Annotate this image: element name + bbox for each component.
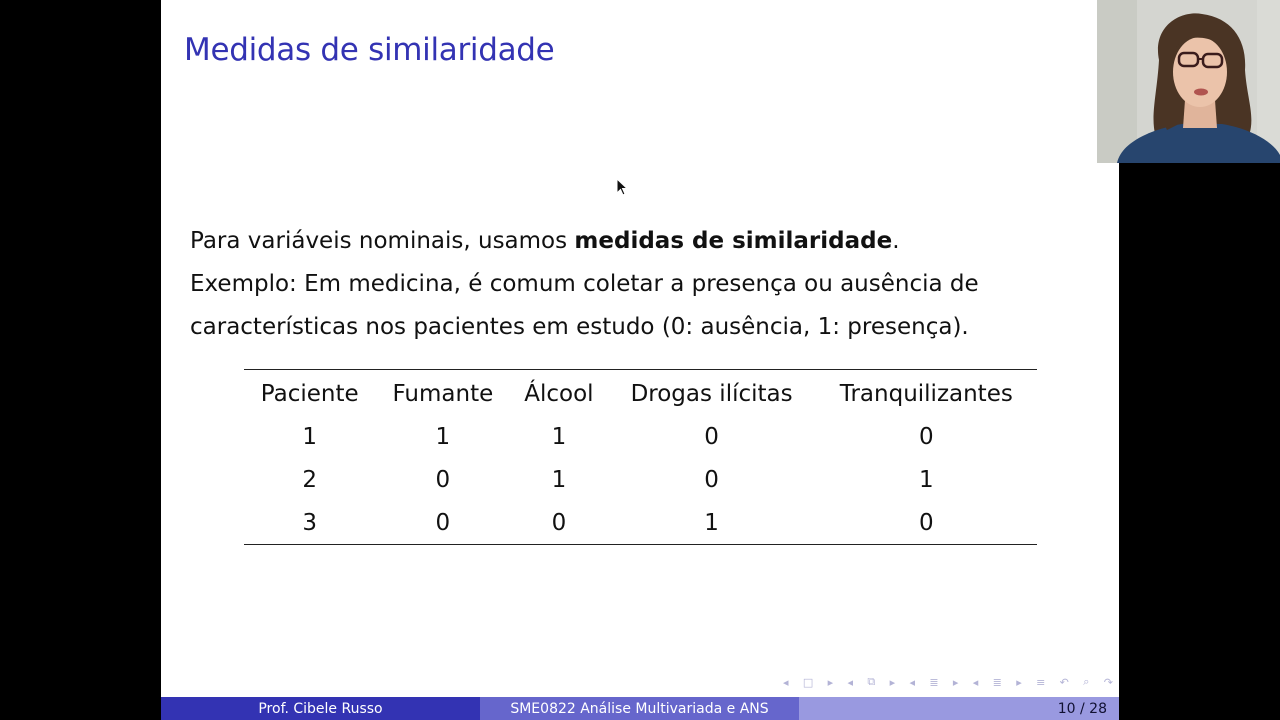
footer-author: Prof. Cibele Russo (161, 697, 480, 720)
intro-prefix: Para variáveis nominais, usamos (190, 228, 575, 254)
intro-line (190, 220, 1090, 263)
nav-right-arrow-icon[interactable]: ▸ (889, 675, 896, 689)
table-row (244, 415, 1037, 458)
intro-bold-term: medidas de similaridade (574, 228, 893, 254)
column-header-paciente: Paciente (260, 380, 359, 407)
nav-left-arrow-icon[interactable]: ◂ (847, 675, 854, 689)
section-icon[interactable]: ≣ (929, 675, 939, 689)
forward-icon[interactable]: ↷ (1103, 675, 1113, 689)
nav-right-arrow-icon[interactable]: ▸ (1016, 675, 1022, 689)
section-icon[interactable]: ≣ (992, 675, 1002, 689)
frame-icon[interactable]: □ (802, 675, 814, 689)
mouse-cursor-icon (616, 178, 628, 196)
table-row (244, 501, 1037, 545)
table-cell: 0 (704, 466, 719, 493)
table-cell: 0 (435, 466, 451, 493)
table-cell: 1 (551, 423, 567, 450)
slide (161, 0, 1119, 720)
table-header-row (244, 370, 1037, 416)
presenter-video-icon (1097, 0, 1280, 163)
webcam-overlay (1097, 0, 1280, 163)
slide-body (190, 220, 1090, 349)
table-cell: 1 (435, 423, 451, 450)
table-cell: 0 (435, 509, 451, 536)
example-line-1: Exemplo: Em medicina, é comum coletar a presença ou ausência de (190, 271, 979, 297)
table-cell: 0 (919, 423, 934, 450)
footer-page-number: 10 / 28 (799, 697, 1119, 720)
appendix-icon[interactable]: ≡ (1036, 675, 1046, 689)
back-icon[interactable]: ↶ (1059, 675, 1069, 689)
table-cell: 0 (919, 509, 934, 536)
nav-left-arrow-icon[interactable]: ◂ (972, 675, 979, 689)
table-cell: 1 (302, 423, 318, 450)
table-cell: 1 (704, 509, 719, 536)
table-cell: 1 (919, 466, 934, 493)
nav-left-arrow-icon[interactable]: ◂ (783, 675, 789, 689)
subsection-icon[interactable]: ⧉ (867, 675, 876, 688)
nav-right-arrow-icon[interactable]: ▸ (952, 675, 959, 689)
table-cell: 0 (551, 509, 567, 536)
table-cell: 1 (551, 466, 567, 493)
beamer-navigation-bar (783, 674, 1113, 690)
column-header-alcool: Álcool (524, 380, 594, 407)
table-row (244, 458, 1037, 501)
footer-course: SME0822 Análise Multivariada e ANS (480, 697, 799, 720)
table-cell: 0 (704, 423, 719, 450)
slide-title: Medidas de similaridade (184, 32, 555, 68)
search-icon[interactable]: ⌕ (1083, 675, 1090, 688)
table-cell: 2 (302, 466, 318, 493)
intro-suffix: . (892, 228, 900, 254)
example-line-2: características nos pacientes em estudo (0: ausência, 1: presença). (190, 314, 969, 340)
slide-footer (161, 697, 1119, 720)
nav-left-arrow-icon[interactable]: ◂ (909, 675, 915, 689)
column-header-tranquilizantes: Tranquilizantes (839, 380, 1013, 407)
patients-table (244, 369, 1037, 545)
nav-right-arrow-icon[interactable]: ▸ (827, 675, 834, 689)
column-header-drogas: Drogas ilícitas (630, 380, 793, 407)
table-cell: 3 (302, 509, 318, 536)
column-header-fumante: Fumante (392, 380, 494, 407)
